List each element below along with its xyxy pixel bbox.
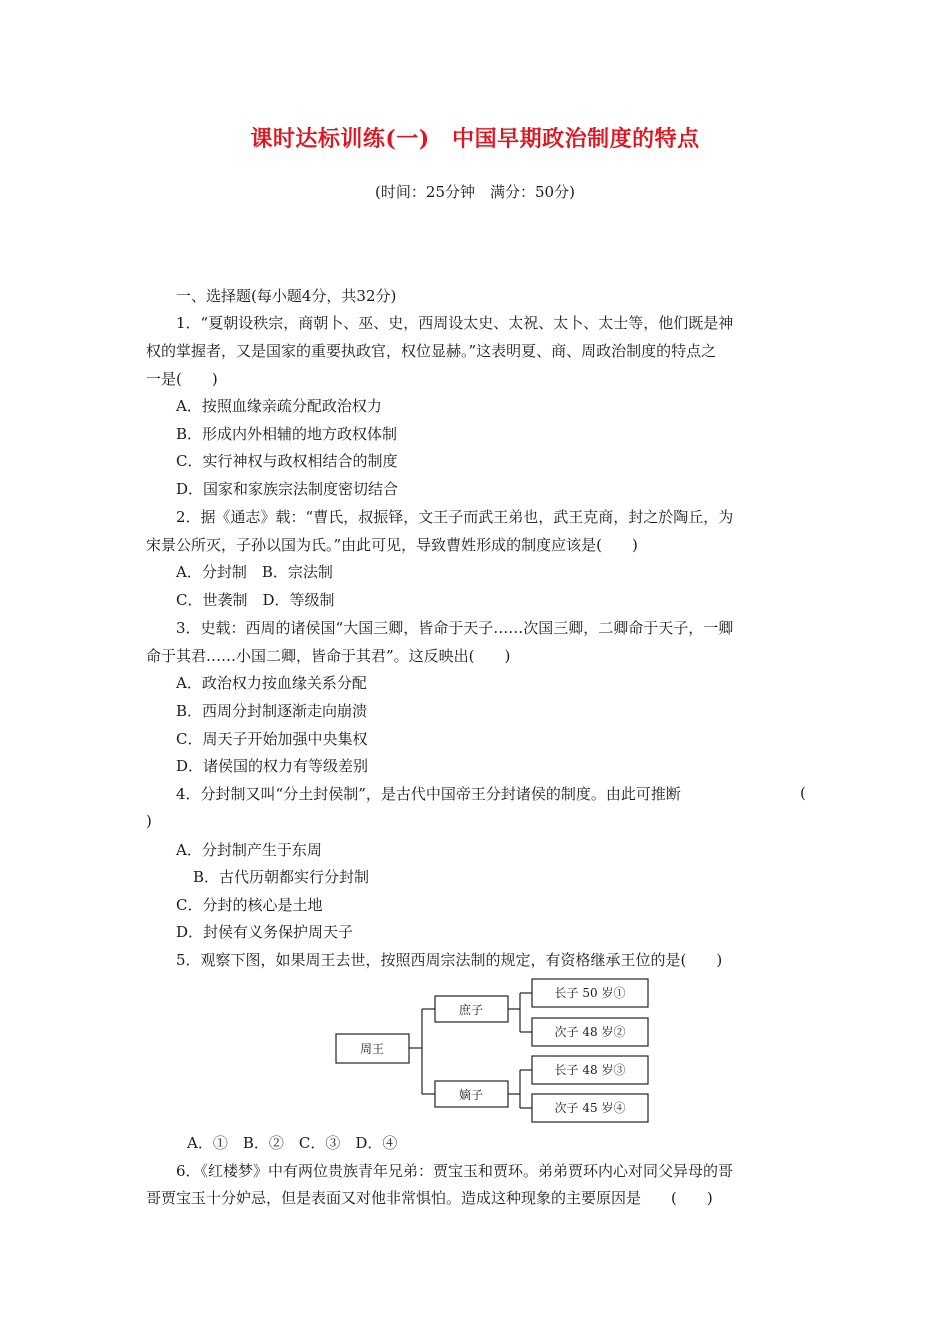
q3-line2: 命于其君……小国二卿，皆命于其君”。这反映出( ): [146, 647, 511, 665]
q3-option-d: D．诸侯国的权力有等级差别: [176, 757, 369, 775]
q4-option-b: B．古代历朝都实行分封制: [193, 868, 370, 886]
q1-line3: 一是( ): [146, 370, 218, 388]
q4-option-c: C．分封的核心是土地: [176, 896, 323, 914]
q4-option-d: D．封侯有义务保护周天子: [176, 923, 354, 941]
q3-option-b: B．西周分封制逐渐走向崩溃: [176, 702, 368, 720]
time-score-info: (时间：25分钟 满分：50分): [375, 183, 575, 201]
page-title: 课时达标训练(一) 中国早期政治制度的特点: [250, 126, 700, 152]
q2-line2: 宋景公所灭，子孙以国为氏。”由此可见，导致曹姓形成的制度应该是( ): [146, 536, 638, 554]
q4-option-a: A．分封制产生于东周: [176, 841, 322, 859]
root-label: 周王: [359, 1042, 385, 1056]
q1-option-a: A．按照血缘亲疏分配政治权力: [176, 397, 382, 415]
q6-line2: 哥贾宝玉十分妒忌，但是表面又对他非常惧怕。造成这种现象的主要原因是 ( ): [146, 1189, 713, 1207]
leaf-label-1: 长子 50 岁①: [554, 986, 626, 1000]
q6-line1: 6．《红楼梦》中有两位贵族青年兄弟：贾宝玉和贾环。弟弟贾环内心对同父异母的哥: [176, 1162, 734, 1180]
q1-option-b: B．形成内外相辅的地方政权体制: [176, 425, 398, 443]
q3-option-c: C．周天子开始加强中央集权: [176, 730, 368, 748]
q2-options-cd: C．世袭制 D．等级制: [176, 591, 335, 609]
succession-diagram: [330, 975, 660, 1129]
q2-line1: 2．据《通志》载：“曹氏，叔振铎，文王子而武王弟也，武王克商，封之於陶丘，为: [176, 508, 734, 526]
section-heading: 一、选择题(每小题4分，共32分): [176, 287, 397, 305]
q1-option-d: D．国家和家族宗法制度密切结合: [176, 480, 399, 498]
q4-paren-open: (: [800, 784, 806, 802]
q3-line1: 3．史载：西周的诸侯国“大国三卿，皆命于天子……次国三卿，二卿命于天子，一卿: [176, 619, 734, 637]
q1-line2: 权的掌握者，又是国家的重要执政官，权位显赫。”这表明夏、商、周政治制度的特点之: [146, 342, 717, 360]
q1-line1: 1．“夏朝设秩宗，商朝卜、巫、史，西周设太史、太祝、太卜、太士等，他们既是神: [176, 314, 734, 332]
leaf-label-2: 次子 48 岁②: [554, 1025, 626, 1039]
q5-line1: 5．观察下图，如果周王去世，按照西周宗法制的规定，有资格继承王位的是( ): [176, 951, 723, 969]
q4-line1: 4．分封制又叫“分土封侯制”，是古代中国帝王分封诸侯的制度。由此可推断: [176, 785, 681, 803]
q4-paren-close: ): [146, 812, 152, 830]
leaf-label-4: 次子 45 岁④: [554, 1101, 626, 1115]
q2-options-ab: A．分封制 B．宗法制: [176, 563, 333, 581]
q5-answer-options: A．① B．② C．③ D．④: [187, 1134, 398, 1152]
branch-b-label: 嫡子: [458, 1088, 484, 1102]
branch-a-label: 庶子: [458, 1003, 484, 1017]
q3-option-a: A．政治权力按血缘关系分配: [176, 674, 367, 692]
q1-option-c: C．实行神权与政权相结合的制度: [176, 452, 398, 470]
leaf-label-3: 长子 48 岁③: [554, 1063, 626, 1077]
